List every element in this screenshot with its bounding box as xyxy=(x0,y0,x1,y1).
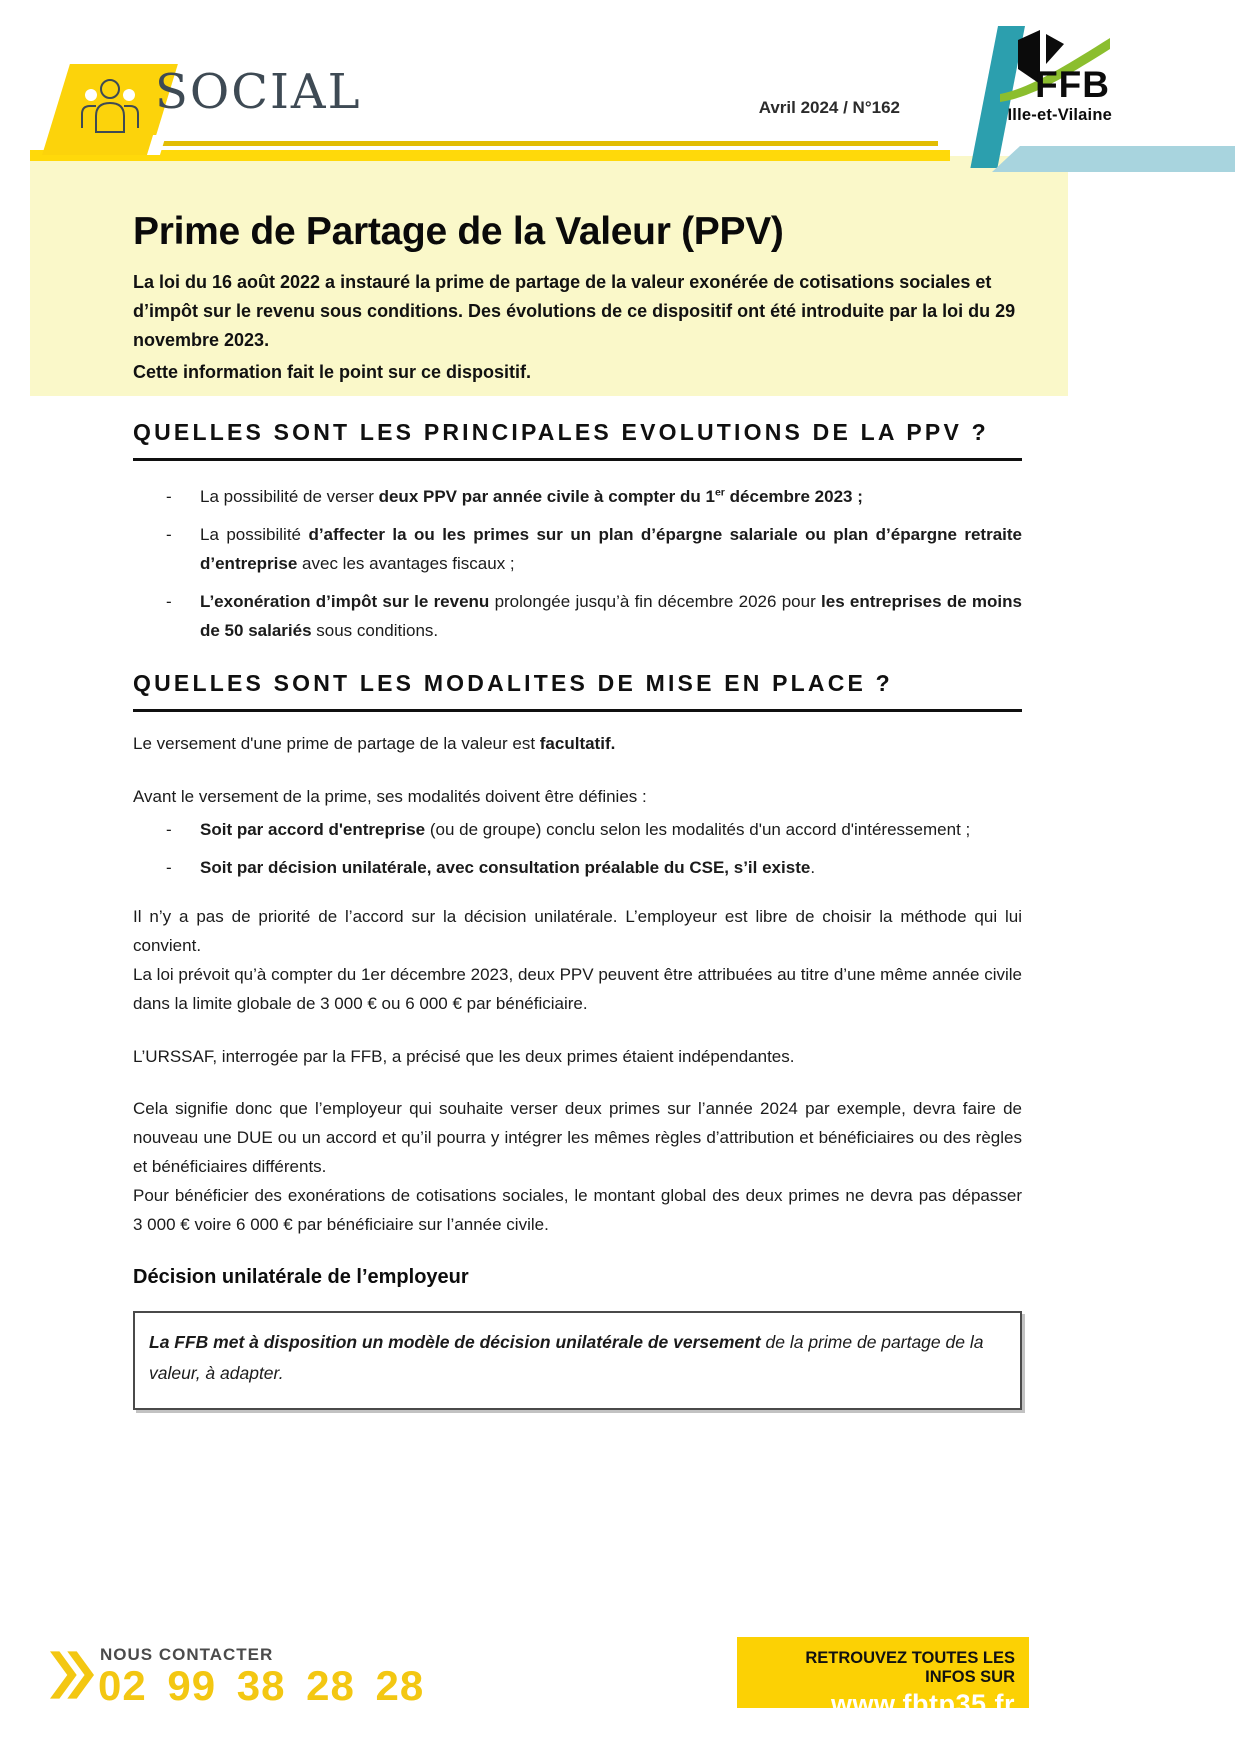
list-item: - La possibilité de verser deux PPV par année civile à compter du 1er décembre 2023 ; xyxy=(133,483,1022,512)
list-item: - La possibilité d’affecter la ou les primes sur un plan d’épargne salariale ou plan d’épargne retraite d’entreprise avec les avantages fiscaux ; xyxy=(133,521,1022,579)
list-item: - Soit par accord d'entreprise (ou de groupe) conclu selon les modalités d'un accord d'intéressement ; xyxy=(133,816,1022,845)
ffb-logo-region: Ille-et-Vilaine xyxy=(1007,106,1112,124)
intro-lead: La loi du 16 août 2022 a instauré la prime de partage de la valeur exonérée de cotisations sociales et d’impôt sur le revenu sous conditions. Des évolutions de ce dispositif ont été introduite par la loi du 29 novembre 2023. xyxy=(133,272,1016,351)
website-info-box xyxy=(737,1637,1029,1719)
paragraph-cela: Cela signifie donc que l’employeur qui souhaite verser deux primes sur l’année 2024 par exemple, devra faire de nouveau une DUE ou un accord et qu’il pourra y intégrer les mêmes règles d’attribution et bénéficiaires ou des règles et bénéficiaires différents. xyxy=(133,1099,1022,1177)
main-content xyxy=(133,418,1022,1410)
double-chevron-icon xyxy=(50,1648,94,1707)
list-item: - Soit par décision unilatérale, avec consultation préalable du CSE, s’il existe. xyxy=(133,854,1022,883)
paragraph-exoneration: Pour bénéficier des exonérations de cotisations sociales, le montant global des deux primes ne devra pas dépasser 3 000 € voire 6 000 € par bénéficiaire sur l’année civile. xyxy=(133,1186,1022,1235)
people-group-icon xyxy=(77,76,143,143)
paragraph-priorite: Il n’y a pas de priorité de l’accord sur la décision unilatérale. L’employeur est libre de choisir la méthode qui lui convient. xyxy=(133,907,1022,955)
paragraph-facultatif: Le versement d'une prime de partage de la valeur est facultatif. xyxy=(133,734,616,754)
website-info-label: RETROUVEZ TOUTES LES INFOS SUR xyxy=(805,1649,1015,1686)
contact-label: NOUS CONTACTER xyxy=(100,1645,274,1664)
paragraph-loi: La loi prévoit qu’à compter du 1er décembre 2023, deux PPV peuvent être attribuées au titre d’une même année civile dans la limite globale de 3 000 € ou 6 000 € par bénéficiaire. xyxy=(133,964,1022,1013)
intro-note: Cette information fait le point sur ce dispositif. xyxy=(133,362,532,382)
contact-phone-number: 02 99 38 28 28 xyxy=(98,1662,425,1709)
issue-date-number: Avril 2024 / N°162 xyxy=(758,98,900,117)
list-item: - L’exonération d’impôt sur le revenu prolongée jusqu’à fin décembre 2026 pour les entreprises de moins de 50 salariés sous conditions. xyxy=(133,588,1022,646)
paragraph-urssaf: L’URSSAF, interrogée par la FFB, a précisé que les deux primes étaient indépendantes. xyxy=(133,1046,795,1066)
dash-bullet: - xyxy=(166,487,172,506)
paragraph-group-cela xyxy=(133,1095,1022,1239)
evolutions-bullet-list xyxy=(133,483,1022,645)
header-yellow-line xyxy=(30,150,950,161)
dash-bullet: - xyxy=(166,858,172,878)
paragraph-group-priorite xyxy=(133,903,1022,1019)
subheading-decision-unilaterale: Décision unilatérale de l’employeur xyxy=(133,1265,469,1288)
ffb-logo xyxy=(1000,22,1112,157)
section-heading-evolutions: QUELLES SONT LES PRINCIPALES EVOLUTIONS DE LA PPV ? xyxy=(133,418,1022,461)
intro-panel xyxy=(30,156,1068,396)
dash-bullet: - xyxy=(166,820,172,840)
header-gold-line xyxy=(120,141,938,146)
ffb-model-box: La FFB met à disposition un modèle de décision unilatérale de versement de la prime de partage de la valeur, à adapter. xyxy=(133,1311,1022,1410)
page-title: Prime de Partage de la Valeur (PPV) xyxy=(133,210,784,254)
modalites-bullet-list xyxy=(133,816,1022,883)
dash-bullet: - xyxy=(166,524,172,544)
dash-bullet: - xyxy=(166,591,172,611)
newsletter-category-title: SOCIAL xyxy=(155,64,362,120)
section-heading-modalites: QUELLES SONT LES MODALITES DE MISE EN PLACE ? xyxy=(133,669,1022,712)
paragraph-avant: Avant le versement de la prime, ses modalités doivent être définies : xyxy=(133,787,647,807)
ffb-logo-text: FFB xyxy=(1035,64,1110,105)
website-url: www.fbtp35.fr xyxy=(830,1689,1015,1719)
